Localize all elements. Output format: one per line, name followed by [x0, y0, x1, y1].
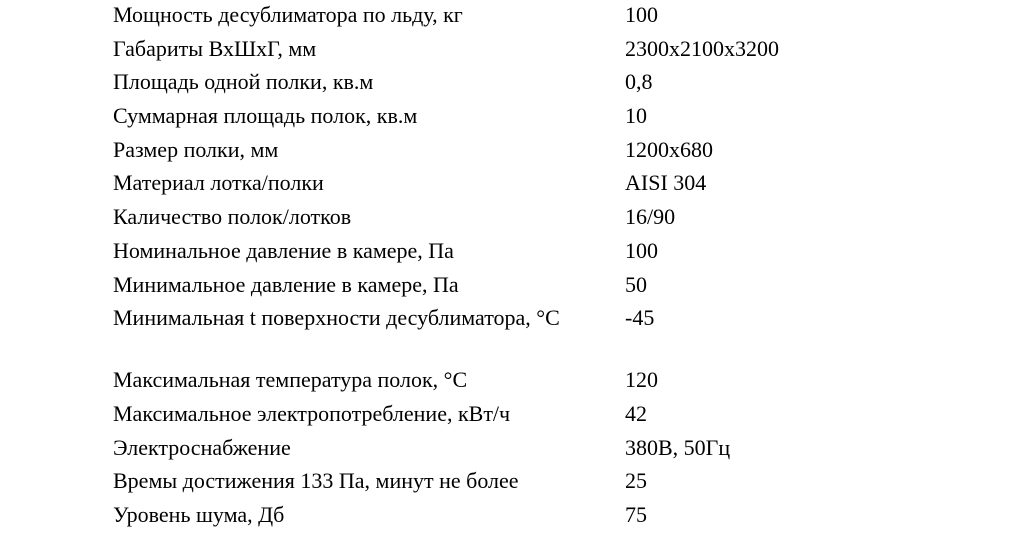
spec-value: 1200х680: [625, 136, 713, 162]
spec-label: Минимальная t поверхности десублиматора, °С: [113, 305, 560, 331]
spec-label: Номинальное давление в камере, Па: [113, 237, 454, 263]
spec-row: [113, 35, 913, 69]
spec-label: Мощность десублиматора по льду, кг: [113, 2, 463, 27]
spec-row: [113, 271, 913, 305]
spec-value: AISI 304: [625, 170, 707, 196]
spec-value: 10: [625, 103, 647, 129]
spec-value: 100: [625, 237, 658, 263]
spec-value: -45: [625, 305, 655, 331]
spec-value: 42: [625, 400, 647, 426]
spec-label: Площадь одной полки, кв.м: [113, 69, 374, 95]
spec-label: Уровень шума, Дб: [113, 501, 285, 527]
spec-row: [113, 68, 913, 102]
spec-row: [113, 366, 913, 400]
spec-table: [113, 1, 913, 535]
spec-row: [113, 434, 913, 468]
spec-row: [113, 1, 913, 35]
spec-label: Каличество полок/лотков: [113, 204, 352, 230]
spec-label: Минимальное давление в камере, Па: [113, 271, 459, 297]
spec-label: Времы достижения 133 Па, минут не более: [113, 468, 519, 494]
spec-value: 16/90: [625, 204, 676, 230]
spec-label: Максимальное электропотребление, кВт/ч: [113, 400, 511, 426]
spec-label: Размер полки, мм: [113, 136, 279, 162]
spec-value: 25: [625, 468, 647, 494]
spec-label: Суммарная площадь полок, кв.м: [113, 103, 418, 129]
spec-label: Максимальная температура полок, °С: [113, 367, 468, 393]
spec-value: 50: [625, 271, 647, 297]
spec-value: 75: [625, 501, 647, 527]
spec-row: [113, 136, 913, 170]
spec-row: [113, 304, 913, 366]
spec-value: 380В, 50Гц: [625, 434, 731, 460]
spec-row: [113, 501, 913, 535]
spec-label: Материал лотка/полки: [113, 170, 324, 196]
spec-value: 0,8: [625, 69, 653, 95]
spec-row: [113, 203, 913, 237]
spec-value: 120: [625, 367, 658, 393]
spec-label: Габариты ВхШхГ, мм: [113, 35, 317, 61]
spec-row: [113, 169, 913, 203]
spec-value: 2300х2100х3200: [625, 35, 779, 61]
spec-row: [113, 102, 913, 136]
spec-label: Электроснабжение: [113, 434, 291, 460]
spec-value: 100: [625, 2, 658, 27]
spec-row: [113, 237, 913, 271]
spec-row: [113, 467, 913, 501]
spec-row: [113, 400, 913, 434]
